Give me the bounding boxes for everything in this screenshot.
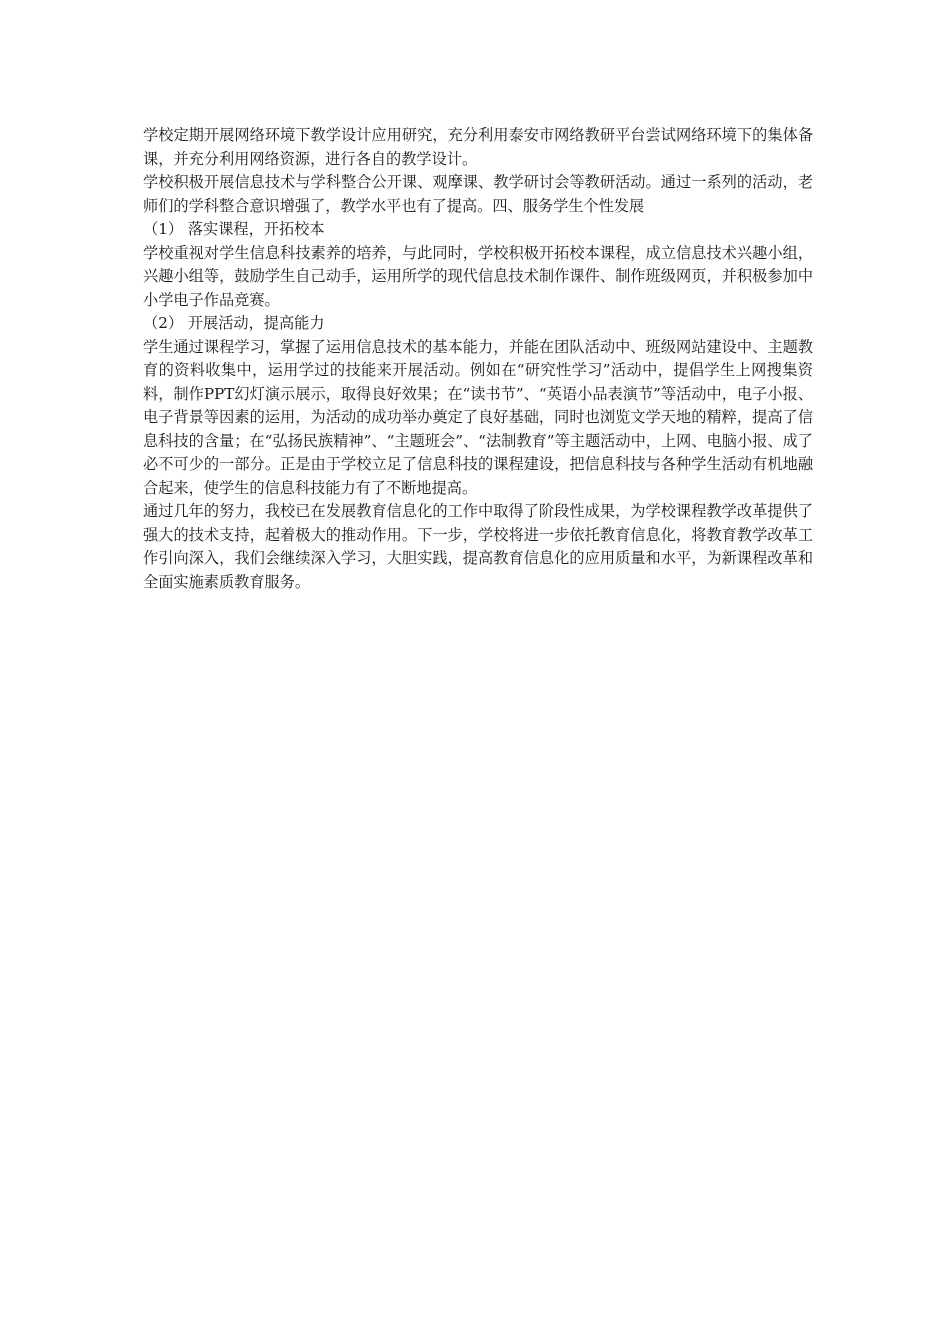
paragraph-integration-activities: 学校积极开展信息技术与学科整合公开课、观摩课、教学研讨会等教研活动。通过一系列的活动，老师们的学科整合意识增强了，教学水平也有了提高。四、服务学生个性发展: [143, 173, 813, 215]
paragraph-activities: 学生通过课程学习，掌握了运用信息技术的基本能力，并能在团队活动中、班级网站建设中、主题教育的资料收集中，运用学过的技能来开展活动。例如在“研究性学习”活动中，提倡学生上网搜集资料，制作PPT幻灯演示展示，取得良好效果；在“读书节”、“英语小品表演节”等活动中，电子小报、电子背景等因素的运用，为活动的成功举办奠定了良好基础，同时也浏览文学天地的精粹，提高了信息科技的含量；在“弘扬民族精神”、“主题班会”、“法制教育”等主题活动中，上网、电脑小报、成了必不可少的一部分。正是由于学校立足了信息科技的课程建设，把信息科技与各种学生活动有机地融合起来，使学生的信息科技能力有了不断地提高。: [143, 337, 813, 497]
paragraph-conclusion: 通过几年的努力，我校已在发展教育信息化的工作中取得了阶段性成果，为学校课程教学改革提供了强大的技术支持，起着极大的推动作用。下一步，学校将进一步依托教育信息化，将教育教学改革工作引向深入，我们会继续深入学习，大胆实践，提高教育信息化的应用质量和水平，为新课程改革和全面实施素质教育服务。: [143, 502, 813, 591]
subheading-school-curriculum: （1） 落实课程，开拓校本: [143, 220, 325, 238]
paragraph-school-curriculum: 学校重视对学生信息科技素养的培养，与此同时，学校积极开拓校本课程，成立信息技术兴趣小组，兴趣小组等，鼓励学生自己动手，运用所学的现代信息技术制作课件、制作班级网页，并积极参加中小学电子作品竞赛。: [143, 243, 813, 309]
subheading-activities: （2） 开展活动，提高能力: [143, 314, 325, 332]
paragraph-online-lesson-design: 学校定期开展网络环境下教学设计应用研究，充分利用泰安市网络教研平台尝试网络环境下的集体备课，并充分利用网络资源，进行各自的教学设计。: [143, 126, 813, 168]
document-body: [143, 124, 813, 594]
